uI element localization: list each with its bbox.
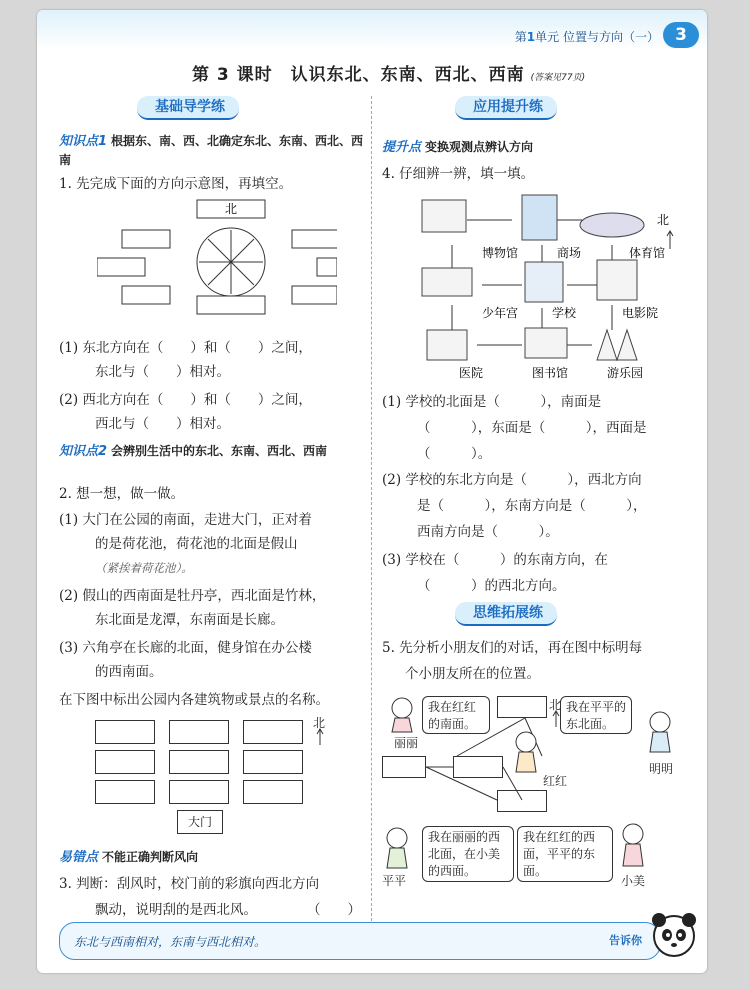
north-arrow-icon — [315, 728, 325, 746]
q4-answer-2b: 是（ ），东南方向是（ ）， — [417, 498, 647, 514]
unit-header: 第1单元 位置与方向（一） — [514, 30, 659, 44]
lesson-title: 第 3 课时 认识东北、东南、西北、西南 (答案见77页) — [192, 65, 586, 85]
workbook-page — [37, 10, 707, 973]
park-box-6[interactable] — [243, 750, 303, 774]
speech-bubble-mingming: 我在平平的东北面。 — [560, 696, 632, 734]
place-label-cinema: 电影院 — [622, 306, 659, 320]
compass-box-s — [197, 296, 265, 314]
section-extend-label: 思维拓展练 — [455, 602, 557, 626]
compass-box-se — [292, 286, 337, 304]
library-icon — [525, 328, 567, 358]
q4-answer-2a: (2) 学校的东北方向是（ ），西北方向 — [382, 472, 642, 488]
amusement-park-icon — [597, 330, 637, 360]
q5-stem-a: 5. 先分析小朋友们的对话，再在图中标明每 — [382, 640, 643, 656]
place-label-museum: 博物馆 — [482, 246, 519, 260]
q4-answer-3b: （ ）的西北方向。 — [417, 578, 566, 594]
child-honghong-icon — [509, 730, 543, 776]
place-label-youth-palace: 少年宫 — [482, 306, 519, 320]
q1-answer-2: (2) 西北方向在（ ）和（ ）之间， — [59, 392, 312, 408]
q4-answer-1c: （ ）。 — [417, 446, 492, 462]
name-mingming: 明明 — [649, 762, 674, 776]
town-map — [407, 190, 677, 380]
q2-clue-3a: (3) 六角亭在长廊的北面，健身馆在办公楼 — [59, 640, 312, 656]
error-point: 易错点 不能正确判断风向 — [59, 850, 199, 865]
speech-bubble-xiaomei: 我在红红的西面，平平的东面。 — [517, 826, 613, 882]
place-label-amusement: 游乐园 — [607, 366, 644, 380]
stadium-icon — [580, 213, 644, 237]
q3-answer-paren[interactable]: （ ） — [307, 902, 361, 918]
name-honghong: 红红 — [543, 774, 568, 788]
q2-clue-2a: (2) 假山的西南面是牡丹亭，西北面是竹林， — [59, 588, 326, 604]
speech-bubble-lili: 我在红红的南面。 — [422, 696, 490, 734]
park-box-1[interactable] — [95, 720, 155, 744]
q4-stem: 4. 仔细辨一辨，填一填。 — [382, 166, 535, 182]
compass-box-nw — [122, 230, 170, 248]
park-north-label: 北 — [313, 716, 326, 730]
q1-answer-1: (1) 东北方向在（ ）和（ ）之间， — [59, 340, 312, 356]
q2-clue-1b: 的是荷花池，荷花池的北面是假山 — [95, 536, 298, 552]
park-box-3[interactable] — [243, 720, 303, 744]
compass-box-e — [317, 258, 337, 276]
knowledge-point-2: 知识点2 会辨别生活中的东北、东南、西北、西南 — [59, 444, 328, 459]
q5-stem-b: 个小朋友所在的位置。 — [405, 666, 540, 682]
hospital-icon — [427, 330, 467, 360]
place-label-mall: 商场 — [557, 246, 582, 260]
name-pingping: 平平 — [382, 874, 407, 888]
speech-bubble-pingping: 我在丽丽的西北面，在小美的西面。 — [422, 826, 514, 882]
q2-clue-1c: （紧挨着荷花池）。 — [95, 561, 193, 575]
tip-bar — [59, 922, 661, 960]
column-divider — [371, 96, 372, 931]
child-pingping-icon — [379, 826, 415, 870]
cinema-icon — [597, 260, 637, 300]
place-label-stadium: 体育馆 — [629, 246, 666, 260]
section-apply-label: 应用提升练 — [455, 96, 557, 120]
mall-icon — [522, 195, 557, 240]
panda-mascot-icon — [649, 908, 699, 964]
page-number: 3 — [663, 22, 699, 48]
place-label-hospital: 医院 — [459, 366, 484, 380]
q2-stem: 2. 想一想，做一做。 — [59, 486, 185, 502]
compass-box-ne — [292, 230, 337, 248]
child-mingming-icon — [643, 710, 677, 756]
park-gate-box: 大门 — [177, 810, 223, 834]
place-label-school: 学校 — [552, 306, 577, 320]
q4-answer-1b: （ ），东面是（ ），西面是 — [417, 420, 647, 436]
q1-answer-1b: 东北与（ ）相对。 — [95, 364, 230, 380]
compass-diagram — [97, 196, 337, 316]
knowledge-point-1: 知识点1 根据东、南、西、北确定东北、东南、西北、西南 — [59, 134, 364, 167]
park-box-7[interactable] — [95, 780, 155, 804]
q4-answer-2c: 西南方向是（ ）。 — [417, 524, 559, 540]
q4-answer-3a: (3) 学校在（ ）的东南方向，在 — [382, 552, 608, 568]
compass-box-w — [97, 258, 145, 276]
tip-text: 东北与西南相对，东南与西北相对。 — [74, 935, 267, 949]
q1-answer-2b: 西北与（ ）相对。 — [95, 416, 230, 432]
museum-icon — [422, 200, 466, 232]
q4-answer-1a: (1) 学校的北面是（ ），南面是 — [382, 394, 602, 410]
park-box-2[interactable] — [169, 720, 229, 744]
q5-north-label: 北 — [549, 698, 562, 712]
q3-line-b: 飘动，说明刮的是西北风。 — [95, 902, 257, 918]
park-box-4[interactable] — [95, 750, 155, 774]
compass-north-label: 北 — [224, 202, 238, 216]
compass-box-sw — [122, 286, 170, 304]
park-box-8[interactable] — [169, 780, 229, 804]
park-box-9[interactable] — [243, 780, 303, 804]
q2-instruction: 在下图中标出公园内各建筑物或景点的名称。 — [59, 692, 329, 708]
tell-you-label: 告诉你 — [609, 934, 642, 947]
q1-stem: 1. 先完成下面的方向示意图，再填空。 — [59, 176, 293, 192]
park-box-5[interactable] — [169, 750, 229, 774]
lift-point: 提升点 变换观测点辨认方向 — [382, 140, 534, 155]
child-xiaomei-icon — [615, 822, 651, 868]
school-icon — [525, 262, 563, 302]
place-label-library: 图书馆 — [532, 366, 569, 380]
q2-clue-2b: 东北面是龙潭，东南面是长廊。 — [95, 612, 284, 628]
name-lili: 丽丽 — [394, 736, 419, 750]
section-basic-label: 基础导学练 — [137, 96, 239, 120]
q3-line-a: 3. 判断：刮风时，校门前的彩旗向西北方向 — [59, 876, 320, 892]
map-north-arrow-icon — [665, 230, 675, 250]
q2-clue-3b: 的西南面。 — [95, 664, 163, 680]
child-lili-icon — [385, 696, 419, 734]
building-icons — [422, 195, 644, 360]
q2-clue-1a: (1) 大门在公园的南面，走进大门，正对着 — [59, 512, 312, 528]
youth-palace-icon — [422, 268, 472, 296]
map-north-label: 北 — [656, 213, 669, 227]
name-xiaomei: 小美 — [621, 874, 646, 888]
